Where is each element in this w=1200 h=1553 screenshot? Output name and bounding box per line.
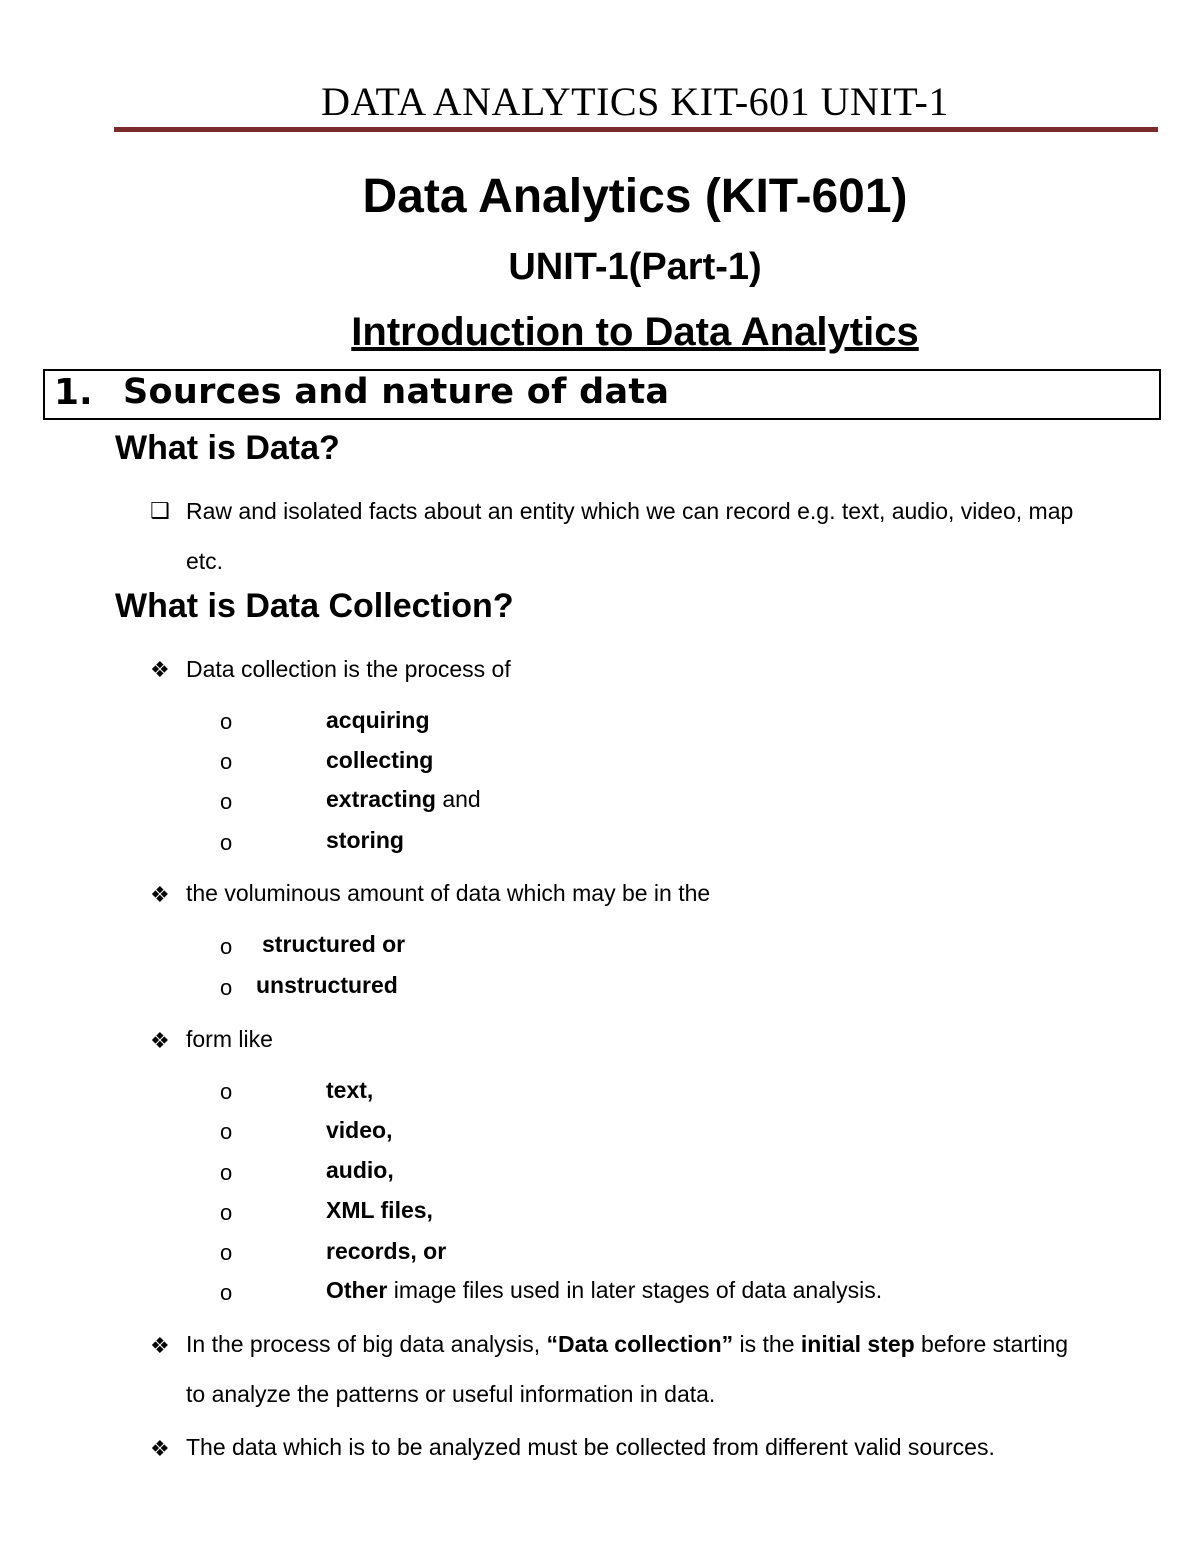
- circle-bullet-icon: o: [220, 1079, 233, 1104]
- process-item-and: and: [442, 786, 481, 812]
- valid-sources-text: The data which is to be analyzed must be collected from different valid sources.: [186, 1434, 995, 1460]
- circle-bullet-icon: o: [220, 1119, 233, 1144]
- circle-bullet-icon: o: [220, 1200, 233, 1225]
- p4-part-d: initial step: [800, 1331, 915, 1357]
- data-collection-heading: What is Data Collection?: [115, 587, 514, 625]
- circle-bullet-icon: o: [220, 934, 233, 959]
- circle-bullet-icon: o: [220, 789, 233, 814]
- form-like-text: form like: [186, 1026, 273, 1052]
- big-data-paragraph-line1: [186, 1331, 1068, 1358]
- circle-bullet-icon: o: [220, 975, 233, 1000]
- checkbox-bullet-icon: ❑: [150, 498, 170, 523]
- diamond-bullet-icon: ❖: [150, 1333, 170, 1358]
- form-item: audio,: [326, 1157, 394, 1183]
- diamond-bullet-icon: ❖: [150, 882, 170, 907]
- unit-title: UNIT-1(Part-1): [508, 246, 762, 288]
- circle-bullet-icon: o: [220, 830, 233, 855]
- section-number: 1.: [54, 372, 93, 413]
- circle-bullet-icon: o: [220, 1280, 233, 1305]
- structure-item: structured or: [262, 931, 406, 957]
- p4-part-c: is the: [733, 1331, 801, 1357]
- process-item: storing: [326, 827, 404, 853]
- form-item: XML files,: [326, 1197, 433, 1223]
- process-item: acquiring: [326, 707, 430, 733]
- circle-bullet-icon: o: [220, 1160, 233, 1185]
- circle-bullet-icon: o: [220, 1240, 233, 1265]
- p4-part-b: “Data collection”: [546, 1331, 734, 1357]
- diamond-bullet-icon: ❖: [150, 657, 170, 682]
- running-header: DATA ANALYTICS KIT-601 UNIT-1: [321, 79, 949, 124]
- circle-bullet-icon: o: [220, 749, 233, 774]
- data-definition-line1: Raw and isolated facts about an entity which we can record e.g. text, audio, video, map: [186, 498, 1074, 524]
- data-definition-line2: etc.: [186, 548, 224, 574]
- collection-intro-text: Data collection is the process of: [186, 656, 511, 682]
- section-title: Sources and nature of data: [123, 372, 670, 412]
- process-item: collecting: [326, 747, 434, 773]
- form-item: video,: [326, 1117, 393, 1143]
- header-rule: [114, 127, 1158, 132]
- form-item-suffix: image files used in later stages of data analysis.: [393, 1277, 883, 1303]
- form-item: text,: [326, 1077, 374, 1103]
- p4-part-a: In the process of big data analysis,: [186, 1331, 547, 1357]
- big-data-paragraph-line2: to analyze the patterns or useful information in data.: [186, 1381, 716, 1407]
- form-item-label: Other: [326, 1277, 388, 1303]
- process-item: [326, 786, 481, 813]
- diamond-bullet-icon: ❖: [150, 1436, 170, 1461]
- voluminous-text: the voluminous amount of data which may be in the: [186, 880, 711, 906]
- intro-title: Introduction to Data Analytics: [351, 310, 919, 354]
- p4-part-e: before starting: [914, 1331, 1069, 1357]
- circle-bullet-icon: o: [220, 709, 233, 734]
- form-item: [326, 1277, 882, 1304]
- structure-item: unstructured: [256, 972, 398, 998]
- document-title: Data Analytics (KIT-601): [362, 170, 908, 223]
- diamond-bullet-icon: ❖: [150, 1028, 170, 1053]
- form-item: records, or: [326, 1238, 447, 1264]
- process-item-label: extracting: [326, 786, 436, 812]
- what-is-data-heading: What is Data?: [115, 429, 340, 467]
